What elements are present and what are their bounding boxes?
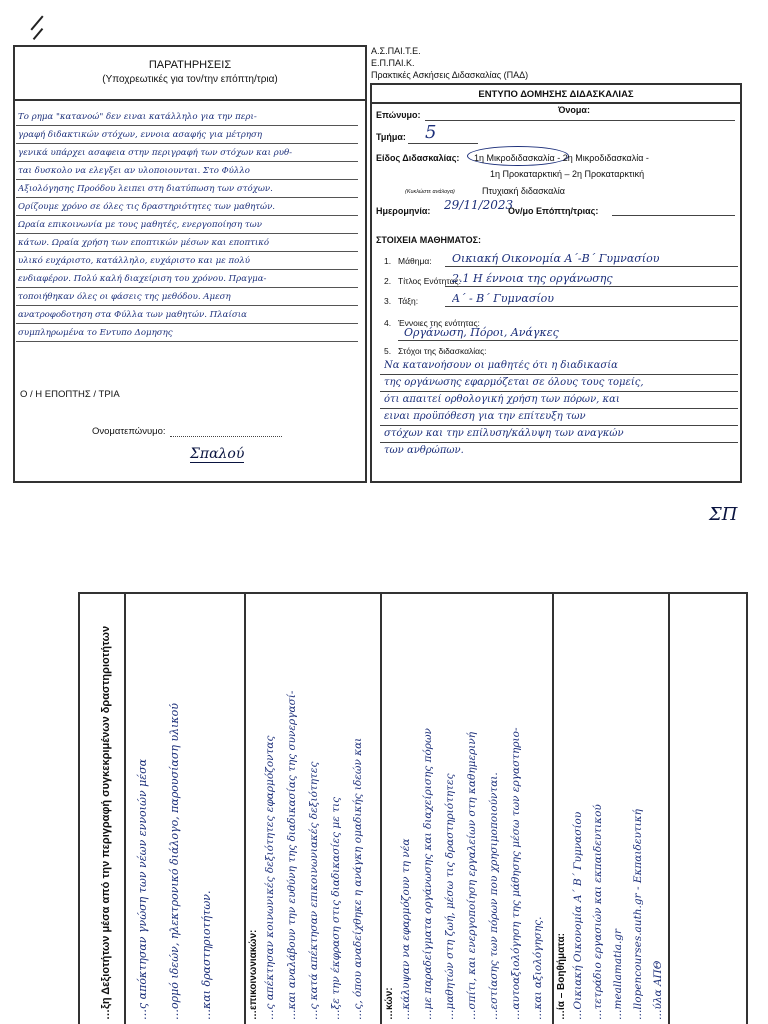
- lesson-item-label: Τίτλος Ενότητας:: [398, 276, 461, 286]
- lesson-item-number: 4.: [384, 318, 392, 328]
- rotated-col3-line: …σπίτι, και ενεργοποίηση εργαλείων στη καθημερινή: [466, 731, 478, 1020]
- corner-initials: ΣΠ: [709, 504, 738, 525]
- teaching-goal-rule: [380, 374, 738, 375]
- form-title-divider: [372, 102, 740, 104]
- observation-rule: [16, 323, 358, 324]
- observation-line: Αξιολόγησης Προόδου λειπει στη διατύπωση των στόχων.: [18, 184, 273, 194]
- observation-line: Ωραία επικοινωνία με τους μαθητές, ενεργοποίηση των: [18, 220, 262, 230]
- lesson-item-line: [445, 306, 738, 307]
- rotated-col1-line: …και δραστηριοτήτων.: [200, 890, 213, 1020]
- rotated-col2-line: …ξε την έκφραση στις διαδικασίες με τις: [330, 796, 342, 1020]
- teaching-goal-rule: [380, 442, 738, 443]
- lesson-item-value: Οικιακή Οικονομία Α΄-Β΄ Γυμνασίου: [452, 252, 660, 265]
- rotated-col4-line: …llopencourses.auth.gr - Εκπαιδευτική: [632, 809, 644, 1020]
- rotated-col2-line: …και αναλάβουν την ευθύνη της διαδικασίας της συνεργασί-: [286, 690, 298, 1020]
- teaching-type-label: Είδος Διδασκαλίας:: [376, 153, 460, 163]
- observation-rule: [16, 251, 358, 252]
- observation-rule: [16, 305, 358, 306]
- lesson-item-number: 1.: [384, 256, 392, 266]
- rotated-col3-line: …κάλυψαν να εφαρμόζουν τη νέα: [400, 838, 412, 1020]
- observation-rule: [16, 197, 358, 198]
- lesson-item-line: [445, 286, 738, 287]
- lesson-item-label: Μάθημα:: [398, 256, 432, 266]
- corner-mark-2: [33, 28, 44, 40]
- date-value: 29/11/2023: [444, 198, 514, 212]
- supervisor-name-field-line: [612, 215, 735, 216]
- org-line-3: Πρακτικές Ασκήσεις Διδασκαλίας (ΠΑΔ): [371, 70, 529, 80]
- observation-rule: [16, 341, 358, 342]
- lesson-item-value: Α΄ - Β΄ Γυμνασίου: [452, 292, 554, 305]
- form-title: ΕΝΤΥΠΟ ΔΟΜΗΣΗΣ ΔΙΔΑΣΚΑΛΙΑΣ: [478, 89, 634, 100]
- teaching-goal-rule: [380, 408, 738, 409]
- rotated-col-border-2: [244, 592, 246, 1024]
- teaching-goal-rule: [380, 425, 738, 426]
- observation-line: ανατροφοδοτηση στα Φύλλα των μαθητών. Πλαίσια: [18, 310, 247, 320]
- observation-rule: [16, 125, 358, 126]
- rotated-col3-line: …με παραδείγματα οργάνωσης και διαχείρισης πόρων: [422, 728, 434, 1020]
- lesson-item-value: 2.1 Η έννοια της οργάνωσης: [452, 272, 613, 285]
- rotated-col3-line: …αυτοαξιολόγηση της μάθησης μέσω των εργαστηριο-: [510, 727, 522, 1020]
- teaching-type-options-1: 1η Μικροδιδασκαλία - 2η Μικροδιδασκαλία -: [474, 153, 649, 163]
- date-label: Ημερομηνία:: [376, 206, 431, 216]
- lesson-item-label: Στόχοι της διδασκαλίας:: [398, 346, 487, 356]
- teaching-goal-line: Να κατανοήσουν οι μαθητές ότι η διαδικασία: [384, 360, 618, 371]
- lesson-item-line: [398, 340, 738, 341]
- supervisor-name-field-label: Ον/μο Επόπτη/τριας:: [508, 206, 599, 216]
- teaching-goal-line: ότι απαιτεί ορθολογική χρήση των πόρων, και: [384, 394, 620, 405]
- surname-line: [425, 120, 735, 121]
- rotated-col4-line: …meallamatia.gr: [612, 928, 624, 1020]
- observation-rule: [16, 233, 358, 234]
- firstname-label: Όνομα:: [558, 105, 590, 115]
- rotated-col2-line: …ς κατά απέκτησαν επικοινωνιακές δεξιότητες: [308, 761, 320, 1020]
- supervisor-name-label: Ονοματεπώνυμο:: [92, 426, 166, 437]
- supervisor-signature: Σπαλού: [190, 446, 245, 462]
- rotated-col2-line: …ς απέκτησαν κοινωνικές δεξιότητες εφαρμόζοντας: [264, 735, 276, 1020]
- teaching-goal-rule: [380, 391, 738, 392]
- rotated-col4-line: …ύλα ΑΠΘ: [652, 960, 664, 1020]
- observation-line: Ορίζουμε χρόνο σε όλες τις δραστηριότητες των μαθητών.: [18, 202, 276, 212]
- rotated-col3-line: …μαθητών στη ζωή, μέσω τις δραστηριότητες: [444, 773, 456, 1020]
- lesson-item-label: Τάξη:: [398, 296, 419, 306]
- rotated-col-border-6: [746, 592, 748, 1024]
- surname-label: Επώνυμο:: [376, 110, 421, 120]
- teaching-goal-line: της οργάνωσης εφαρμόζεται σε όλους τους τομείς,: [384, 377, 644, 388]
- observation-rule: [16, 215, 358, 216]
- rotated-col4-heading: …ία – Βοηθήματα:: [556, 933, 567, 1020]
- section-line: [408, 143, 478, 144]
- lesson-item-number: 5.: [384, 346, 392, 356]
- observations-title: ΠΑΡΑΤΗΡΗΣΕΙΣ: [148, 59, 232, 71]
- rotated-col-border-1: [124, 592, 126, 1024]
- rotated-col-border-3: [380, 592, 382, 1024]
- observations-subtitle: (Υποχρεωτικές για τον/την επόπτη/τρια): [102, 74, 278, 85]
- rotated-col1-line: …ς απόκτησαν γνώση των νέων εννοιών μέσα: [136, 758, 149, 1020]
- supervisor-label: Ο / Η ΕΠΟΠΤΗΣ / ΤΡΙΑ: [20, 389, 120, 400]
- lesson-item-line: [445, 266, 738, 267]
- observation-line: συμπληρωμένα το Εντυπο Δομησης: [18, 328, 173, 338]
- section-label: Τμήμα:: [376, 132, 406, 142]
- teaching-goal-line: στόχων και την επίλυση/κάλυψη των αναγκών: [384, 428, 624, 439]
- section-value: 5: [425, 122, 437, 143]
- rotated-col-border-5: [668, 592, 670, 1024]
- observation-line: τοποιήθηκαν όλες οι φάσεις της μεθόδου. Αμεση: [18, 292, 231, 302]
- lesson-heading: ΣΤΟΙΧΕΙΑ ΜΑΘΗΜΑΤΟΣ:: [376, 235, 481, 245]
- rotated-page-region: [78, 580, 748, 1024]
- supervisor-name-line: [170, 436, 282, 437]
- lesson-item-label: Έννοιες της ενότητας:: [398, 318, 480, 328]
- rotated-col4-line: …τετράδιο εργασιών και εκπαιδευτικού: [592, 804, 604, 1020]
- observation-rule: [16, 161, 358, 162]
- observation-line: ται δυσκολο να ελεγξει αν υλοποιουνται. Στο Φύλλο: [18, 166, 250, 176]
- observation-rule: [16, 287, 358, 288]
- observation-line: γενικά υπάρχει ασαφεια στην περιγραφή των στόχων και ρυθ-: [18, 148, 293, 158]
- observation-line: ενδιαφέρον. Πολύ καλή διαχείριση του χρόνου. Πραγμα-: [18, 274, 267, 284]
- rotated-col-border-0: [78, 592, 80, 1024]
- rotated-header: …ξη Δεξιοτήτων μέσα από την περιγραφή συγκεκριμένων δραστηριοτήτων: [100, 625, 112, 1020]
- observation-rule: [16, 179, 358, 180]
- rotated-col2-heading: …επικοινωνιακών:: [248, 929, 259, 1020]
- observation-line: υλικό ευχάριστο, κατάλληλο, ευχάριστο και με πολύ: [18, 256, 250, 266]
- observation-line: κάτων. Ωραία χρήση των εποπτικών μέσων και εποπτικό: [18, 238, 270, 248]
- observation-rule: [16, 269, 358, 270]
- observation-line: Το ρημα "κατανοώ" δεν ειναι κατάλληλο για την περι-: [18, 112, 257, 122]
- observation-rule: [16, 143, 358, 144]
- rotated-col3-heading: …κών:: [384, 987, 395, 1020]
- teaching-type-options-2: 1η Προκαταρκτική – 2η Προκαταρκτική: [490, 169, 645, 179]
- teaching-type-options-3: Πτυχιακή διδασκαλία: [482, 186, 565, 196]
- rotated-col1-line: …ορμό ιδεών, ηλεκτρονικό διάλογο, παρουσίαση υλικού: [168, 703, 181, 1020]
- lesson-item-number: 2.: [384, 276, 392, 286]
- lesson-item-value: Οργάνωση, Πόροι, Ανάγκες: [404, 326, 559, 339]
- rotated-col4-line: …Οικιακή Οικονομία Α΄ Β΄ Γυμνασίου: [572, 811, 584, 1020]
- teaching-goal-line: ειναι προϋπόθεση για την επίτευξη των: [384, 411, 586, 422]
- observations-divider: [15, 99, 365, 101]
- rotated-col3-line: …και αξιολόγησης.: [532, 916, 544, 1020]
- circle-note: (Κυκλώστε ανάλογα): [405, 189, 455, 195]
- teaching-goal-line: των ανθρώπων.: [384, 445, 464, 456]
- lesson-item-number: 3.: [384, 296, 392, 306]
- observation-line: γραφή διδακτικών στόχων, εννοια ασαφής για μέτρηση: [18, 130, 262, 140]
- rotated-col3-line: …εστίασης των πόρων που χρησιμοποιούνται.: [488, 772, 500, 1020]
- org-line-1: Α.Σ.ΠΑΙ.Τ.Ε.: [371, 46, 421, 56]
- org-line-2: Ε.Π.ΠΑΙ.Κ.: [371, 58, 415, 68]
- rotated-col2-line: …ς, όπου αναδείχθηκε η ανάγκη ομαδικής ιδεών και: [352, 737, 364, 1020]
- rotated-col-border-4: [552, 592, 554, 1024]
